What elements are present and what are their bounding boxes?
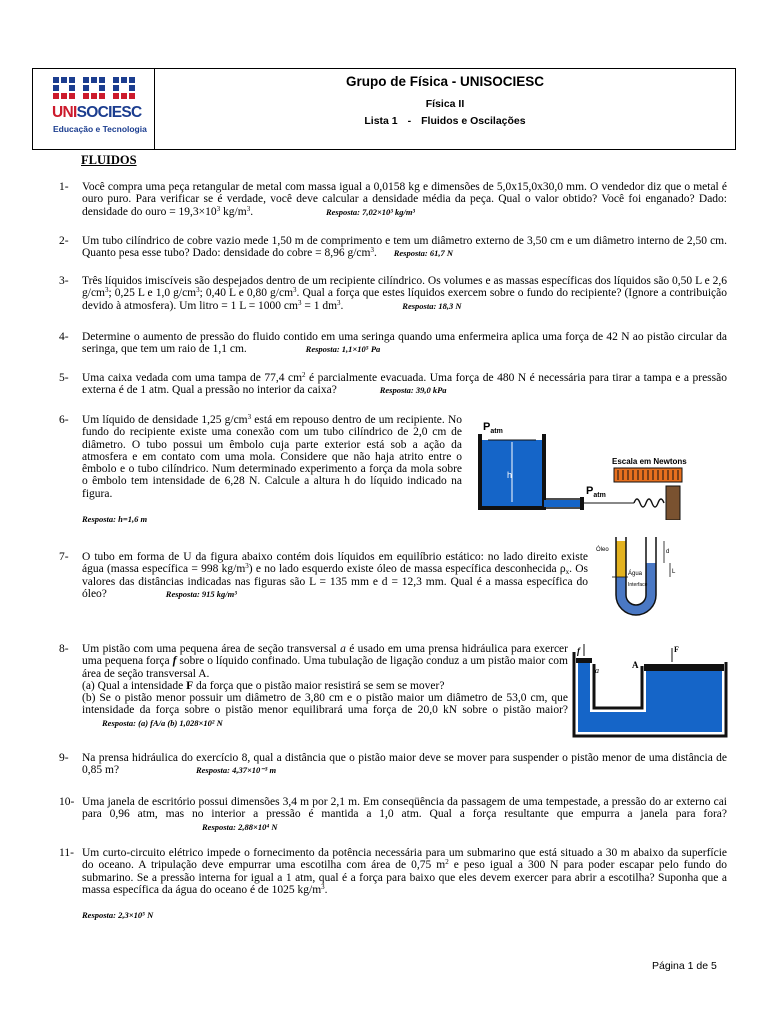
- answer: Resposta: 4,37×10⁻³ m: [195, 765, 277, 776]
- question-5: [59, 372, 727, 400]
- course-name: Física II: [425, 98, 465, 110]
- question-number: 1-: [59, 181, 69, 193]
- answer: Resposta: 61,7 N: [393, 248, 453, 259]
- question-text: Determine o aumento de pressão do fluido contido em uma seringa quando uma enfermeira aplica uma força de 42 N ao pistão circular da seringa, que tem um raio de 1,1 cm. Resposta: 1,1×10⁵ Pa: [82, 331, 727, 356]
- question-9: [59, 752, 727, 780]
- question-text: Na prensa hidráulica do exercício 8, qual a distância que o pistão maior deve se mover para suspender o pistão menor de uma distância de 0,85 m? Resposta: 4,37×10⁻³ m: [82, 752, 727, 777]
- l-label: L: [672, 569, 676, 575]
- question-number: 11-: [59, 847, 74, 859]
- small-piston: [576, 658, 592, 663]
- figure-8-hydraulic-press: [568, 642, 728, 742]
- logo: [33, 69, 155, 149]
- logo-prefix: UNI: [52, 104, 77, 121]
- question-number: 2-: [59, 235, 69, 247]
- svg-text:Patm: $P_{atm}$: [483, 421, 503, 435]
- question-3: [59, 275, 727, 315]
- list-topic: Fluidos e Oscilações: [421, 115, 526, 127]
- patm-tube-label: P: [586, 485, 594, 497]
- figure-7-u-tube: [592, 537, 698, 617]
- list-label: Lista 1: [364, 115, 398, 127]
- question-text: Três líquidos imiscíveis são despejados dentro de um recipiente cilíndrico. Os volumes e as massas específicas dos líquidos são 0,50 L e 2,6 $g/cm^3$; 0,25 L e 1,0 $g/cm^3$; 0,40 L e 0,80 $g/cm^3$. Qual a força que estes líquidos exercem sobre o fundo do recipiente? (Ignore a contribuição devido à atmosfera). Um litro = 1 L = 1000 $cm^3 = 1$ $dm^3$. Resposta: 18,3 N: [82, 275, 727, 312]
- question-text: O tubo em forma de U da figura abaixo contém dois líquidos em equilíbrio estático: no lado direito existe água (massa específica = 998 $kg/m^3$) e no lado esquerdo existe óleo de massa específica desconhecida $\rho_x$. Os valores das distâncias indicadas nas figuras são L = 135 mm e d = 12,3 mm. Qual é a massa específica do óleo? Resposta: 915 kg/m³: [82, 551, 589, 600]
- logo-suffix: SOCIESC: [76, 104, 142, 121]
- question-text: Um tubo cilíndrico de cobre vazio mede 1,50 m de comprimento e tem um diâmetro externo de 3,50 cm e um diâmetro interno de 2,50 cm. Quanto pesa esse tubo? Dado: densidade do cobre = 8,96 $g/cm^3$. Resposta: 61,7 N: [82, 235, 727, 260]
- answer: Resposta: 2,3×10⁵ N: [82, 910, 154, 920]
- d-label: d: [666, 549, 670, 555]
- answer: Resposta: h=1,6 m: [82, 514, 148, 524]
- connecting-pipe-fluid: [590, 712, 646, 732]
- question-text: Uma janela de escritório possui dimensões 3,4 m por 2,1 m. Em conseqüência da passagem de uma tempestade, a pressão do ar externo cai para 0,96 atm, mas no interior a pressão é mantida a 1,0 atm. Qual a força resultante que empurra a janela para fora? Resposta: 2,88×10⁴ N: [82, 796, 727, 832]
- question-text: Um líquido de densidade 1,25 $g/cm^3$ está em repouso dentro de um recipiente. No fundo do recipiente existe uma conexão com um tubo cilíndrico de 2,0 cm de diâmetro. O tubo possui um êmbolo cuja parte exterior está sob a ação da atmosfera e em contato com uma mola. Considere que não haja atrito entre o êmbolo e o tubo cilíndrico. Num determinado experimento a força da mola sobre o êmbolo tem intensidade de 6,28 N. Calcule a altura h do líquido indicado na figura.: [82, 413, 463, 500]
- svg-text:Patm: $P_{atm}$: [586, 485, 606, 499]
- question-text: Um pistão com uma pequena área de seção transversal a é usado em uma prensa hidráulica para exercer uma pequena força f sobre o líquido confinado. Uma tubulação de ligação conduz a um pistão maior com área de seção transversal A. (a) Qual a intensidade F da força que o pistão maior resistirá se sem se mover? (b) Se o pistão menor possuir um diâmetro de 3,80 cm e o pistão maior um diâmetro de 53,0 cm, que intensidade da força sobre o pistão menor equilibrará uma força de 20,0 kN sobre o pistão maior? Resposta: (a) fA/a (b) 1,028×10² N: [82, 643, 568, 728]
- connecting-tube: [544, 500, 580, 507]
- page-title: Grupo de Física - UNISOCIESC: [345, 74, 545, 89]
- question-text: Você compra uma peça retangular de metal com massa igual a 0,0158 kg e dimensões de 5,0x15,0x30,0 mm. O vendedor diz que o metal é ouro puro. Para verificar se é verdade, você deve calcular a densidade média da peça. Qual o valor obtido? Você foi enganado? Dado: densidade do ouro = $19,3\times 10^3$ $kg/m^3$. Resposta: 7,02×10³ kg/m³: [82, 181, 727, 218]
- logo-wordmark: [52, 104, 141, 122]
- interface-label: Interface: [628, 582, 648, 588]
- list-separator: -: [407, 115, 412, 127]
- answer: Resposta: (a) fA/a (b) 1,028×10² N: [102, 717, 223, 728]
- water-label: Água: [628, 571, 643, 577]
- scale-label: Escala em Newtons: [612, 457, 687, 466]
- question-10: [59, 796, 727, 836]
- wall-support: [666, 486, 680, 520]
- small-cylinder-fluid: [578, 662, 590, 732]
- answer: Resposta: 18,3 N: [402, 300, 462, 311]
- press-inner: [594, 664, 642, 708]
- question-text: Uma caixa vedada com uma tampa de 77,4 $cm^2$ é parcialmente evacuada. Uma força de 480 N é necessária para tirar a tampa e a pressão externa é de 1 atm. Qual a pressão no interior da caixa? Resposta: 39,0 kPa: [82, 371, 727, 397]
- question-number: 5-: [59, 372, 69, 384]
- oil-column: [616, 541, 626, 577]
- large-cylinder-fluid: [646, 670, 722, 732]
- question-1: [59, 181, 727, 221]
- a-small-label: a: [595, 666, 599, 675]
- question-number: 4-: [59, 331, 69, 343]
- F-label: F: [674, 645, 679, 654]
- a-big-label: A: [632, 660, 639, 670]
- question-number: 10-: [59, 796, 75, 808]
- question-text: Um curto-circuito elétrico impede o fornecimento da potência necessária para um submarino que está situado a 30 m abaixo da superfície do oceano. A tripulação deve empurrar uma escotilha com área de 0,75 $m^2$ e peso igual a 300 N para poder escapar pelo fundo do submarino. Se a pressão interna for igual a 1 atm, qual é a força para baixo que eles devem exercer para abrir a escotilha? Suponha que a massa específica da água do oceano é de 1025 $kg/m^3$.: [82, 847, 727, 896]
- question-4: [59, 331, 727, 359]
- piston: [580, 497, 584, 510]
- height-label: h: [507, 470, 513, 480]
- question-2: [59, 235, 727, 263]
- question-11: [59, 847, 727, 919]
- document-header: [32, 68, 736, 150]
- question-number: 3-: [59, 275, 69, 287]
- header-titles: [155, 69, 735, 149]
- page-number: Página 1 de 5: [652, 960, 717, 972]
- logo-dots-icon: [53, 75, 135, 105]
- answer: Resposta: 1,1×10⁵ Pa: [305, 344, 381, 355]
- patm-top-label: P: [483, 421, 491, 433]
- answer: Resposta: 2,88×10⁴ N: [202, 821, 278, 832]
- list-heading: [155, 115, 735, 127]
- spring: [634, 499, 664, 507]
- large-piston: [644, 664, 724, 671]
- question-number: 6-: [59, 414, 69, 426]
- question-number: 9-: [59, 752, 69, 764]
- section-title: FLUIDOS: [81, 153, 137, 167]
- logo-tagline: Educação e Tecnologia: [53, 124, 147, 134]
- answer: Resposta: 7,02×10³ kg/m³: [325, 206, 415, 217]
- question-number: 7-: [59, 551, 69, 563]
- question-number: 8-: [59, 643, 69, 655]
- figure-6-pressure-apparatus: [476, 420, 696, 520]
- answer: Resposta: 915 kg/m³: [165, 588, 237, 599]
- question-6: [59, 414, 469, 526]
- oil-label: Óleo: [596, 547, 609, 553]
- answer: Resposta: 39,0 kPa: [379, 385, 447, 396]
- f-label: f: [577, 646, 580, 656]
